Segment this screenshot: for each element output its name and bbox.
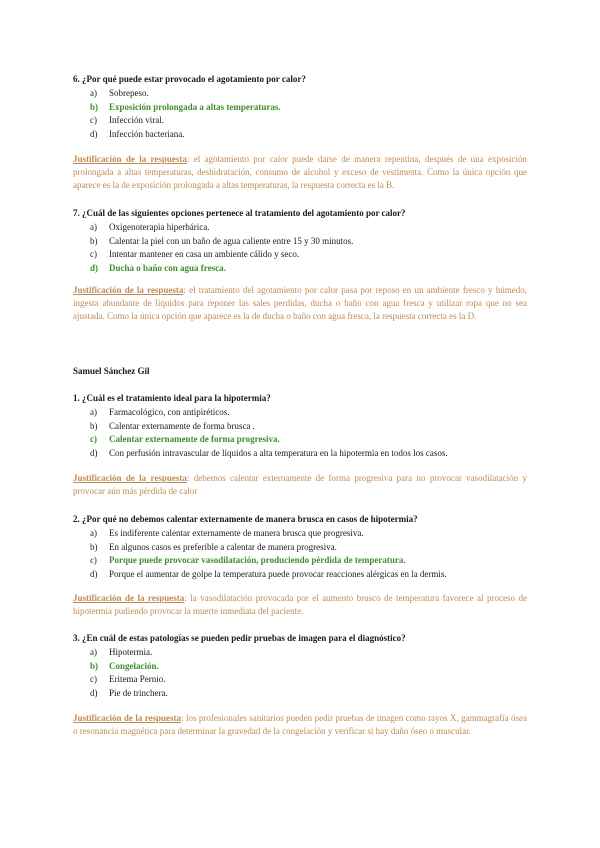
question-title: 7. ¿Cuál de las siguientes opciones pertenece al tratamiento del agotamiento por calor? bbox=[73, 208, 406, 218]
option-b-correct: b) Exposición prolongada a altas temperaturas. bbox=[90, 101, 281, 112]
option-list bbox=[73, 527, 527, 581]
justification-label: Justificación de la respuesta bbox=[73, 473, 187, 483]
option-list bbox=[73, 221, 527, 275]
option-a: a) Sobrepeso. bbox=[90, 88, 149, 98]
question-title: 6. ¿Por qué puede estar provocado el agotamiento por calor? bbox=[73, 74, 306, 84]
justification: Justificación de la respuesta: el tratamiento del agotamiento por calor pasa por reposo en un ambiente fresco y húmedo, ingesta abundante de líquidos para reponer las sales perdidas, ducha o baño con agua fresca y utilizar ropa que no sea ajustada. Como la única opción que aparece es la de ducha o baño con agua fresca, la respuesta correcta es la D. bbox=[73, 285, 527, 321]
option-a: a) Hipotermia. bbox=[90, 647, 153, 657]
option-d: d) Porque el aumentar de golpe la temperatura puede provocar reacciones alérgicas en la dermis. bbox=[90, 568, 447, 579]
option-b: b) En algunos casos es preferible a calentar de manera progresiva. bbox=[90, 541, 337, 552]
justification-label: Justificación de la respuesta bbox=[73, 285, 184, 295]
question-1 bbox=[73, 392, 527, 460]
justification: Justificación de la respuesta: la vasodilatación provocada por el aumento brusco de temperatura favorece al proceso de hipotermia pudiendo provocar la muerte inmediata del paciente. bbox=[73, 593, 527, 616]
option-c: c) Infección viral. bbox=[90, 115, 164, 125]
option-c-correct: c) Calentar externamente de forma progresiva. bbox=[90, 434, 280, 444]
option-d: d) Pie de trinchera. bbox=[90, 687, 168, 698]
option-b: b) Calentar externamente de forma brusca . bbox=[90, 420, 255, 431]
justification: Justificación de la respuesta: los profesionales sanitarios pueden pedir pruebas de imagen como rayos X, gammagrafía ósea o resonancia magnética para determinar la gravedad de la congelación y verificar si hay daño óseo o muscular. bbox=[73, 713, 527, 736]
justification-label: Justificación de la respuesta bbox=[73, 713, 182, 723]
question-3 bbox=[73, 632, 527, 700]
justification-label: Justificación de la respuesta bbox=[73, 593, 185, 603]
option-c-correct: c) Porque puede provocar vasodilatación, produciendo pérdida de temperatura. bbox=[90, 555, 406, 565]
question-title: 2. ¿Por qué no debemos calentar externamente de manera brusca en casos de hipotermia? bbox=[73, 514, 418, 524]
option-list bbox=[73, 87, 527, 141]
option-b: b) Calentar la piel con un baño de agua caliente entre 15 y 30 minutos. bbox=[90, 235, 354, 246]
option-a: a) Farmacológico, con antipiréticos. bbox=[90, 407, 230, 417]
option-a: a) Es indiferente calentar externamente de manera brusca que progresiva. bbox=[90, 528, 364, 538]
option-b-correct: b) Congelación. bbox=[90, 660, 159, 671]
question-7 bbox=[73, 207, 527, 275]
author-name: Samuel Sánchez Gil bbox=[73, 366, 150, 376]
justification: Justificación de la respuesta: el agotamiento por calor puede darse de manera repentina, después de una exposición prolongada a altas temperaturas, deshidratación, consumo de alcohol y exceso de vestimenta. Como la única opción que aparece es la de exposición prolongada a altas temperaturas, la respuesta correcta es la B. bbox=[73, 154, 527, 190]
option-d-correct: d) Ducha o baño con agua fresca. bbox=[90, 262, 226, 273]
justification: Justificación de la respuesta: debemos calentar externamente de forma progresiva para no provocar vasodilatación y provocar aún más pérdida de calor bbox=[73, 473, 527, 496]
option-d: d) Infección bacteriana. bbox=[90, 128, 185, 139]
justification-label: Justificación de la respuesta bbox=[73, 154, 187, 164]
question-title: 1. ¿Cuál es el tratamiento ideal para la hipotermia? bbox=[73, 393, 271, 403]
question-2 bbox=[73, 513, 527, 581]
question-title: 3. ¿En cuál de estas patologías se pueden pedir pruebas de imagen para el diagnóstico? bbox=[73, 633, 406, 643]
question-6 bbox=[73, 73, 527, 141]
option-a: a) Oxigenoterapia hiperbárica. bbox=[90, 222, 210, 232]
option-c: c) Intentar mantener en casa un ambiente cálido y seco. bbox=[90, 249, 300, 259]
option-list bbox=[73, 406, 527, 460]
option-d: d) Con perfusión intravascular de líquidos a alta temperatura en la hipotermia en todos los casos. bbox=[90, 447, 448, 458]
option-list bbox=[73, 646, 527, 700]
option-c: c) Eritema Pernio. bbox=[90, 674, 166, 684]
